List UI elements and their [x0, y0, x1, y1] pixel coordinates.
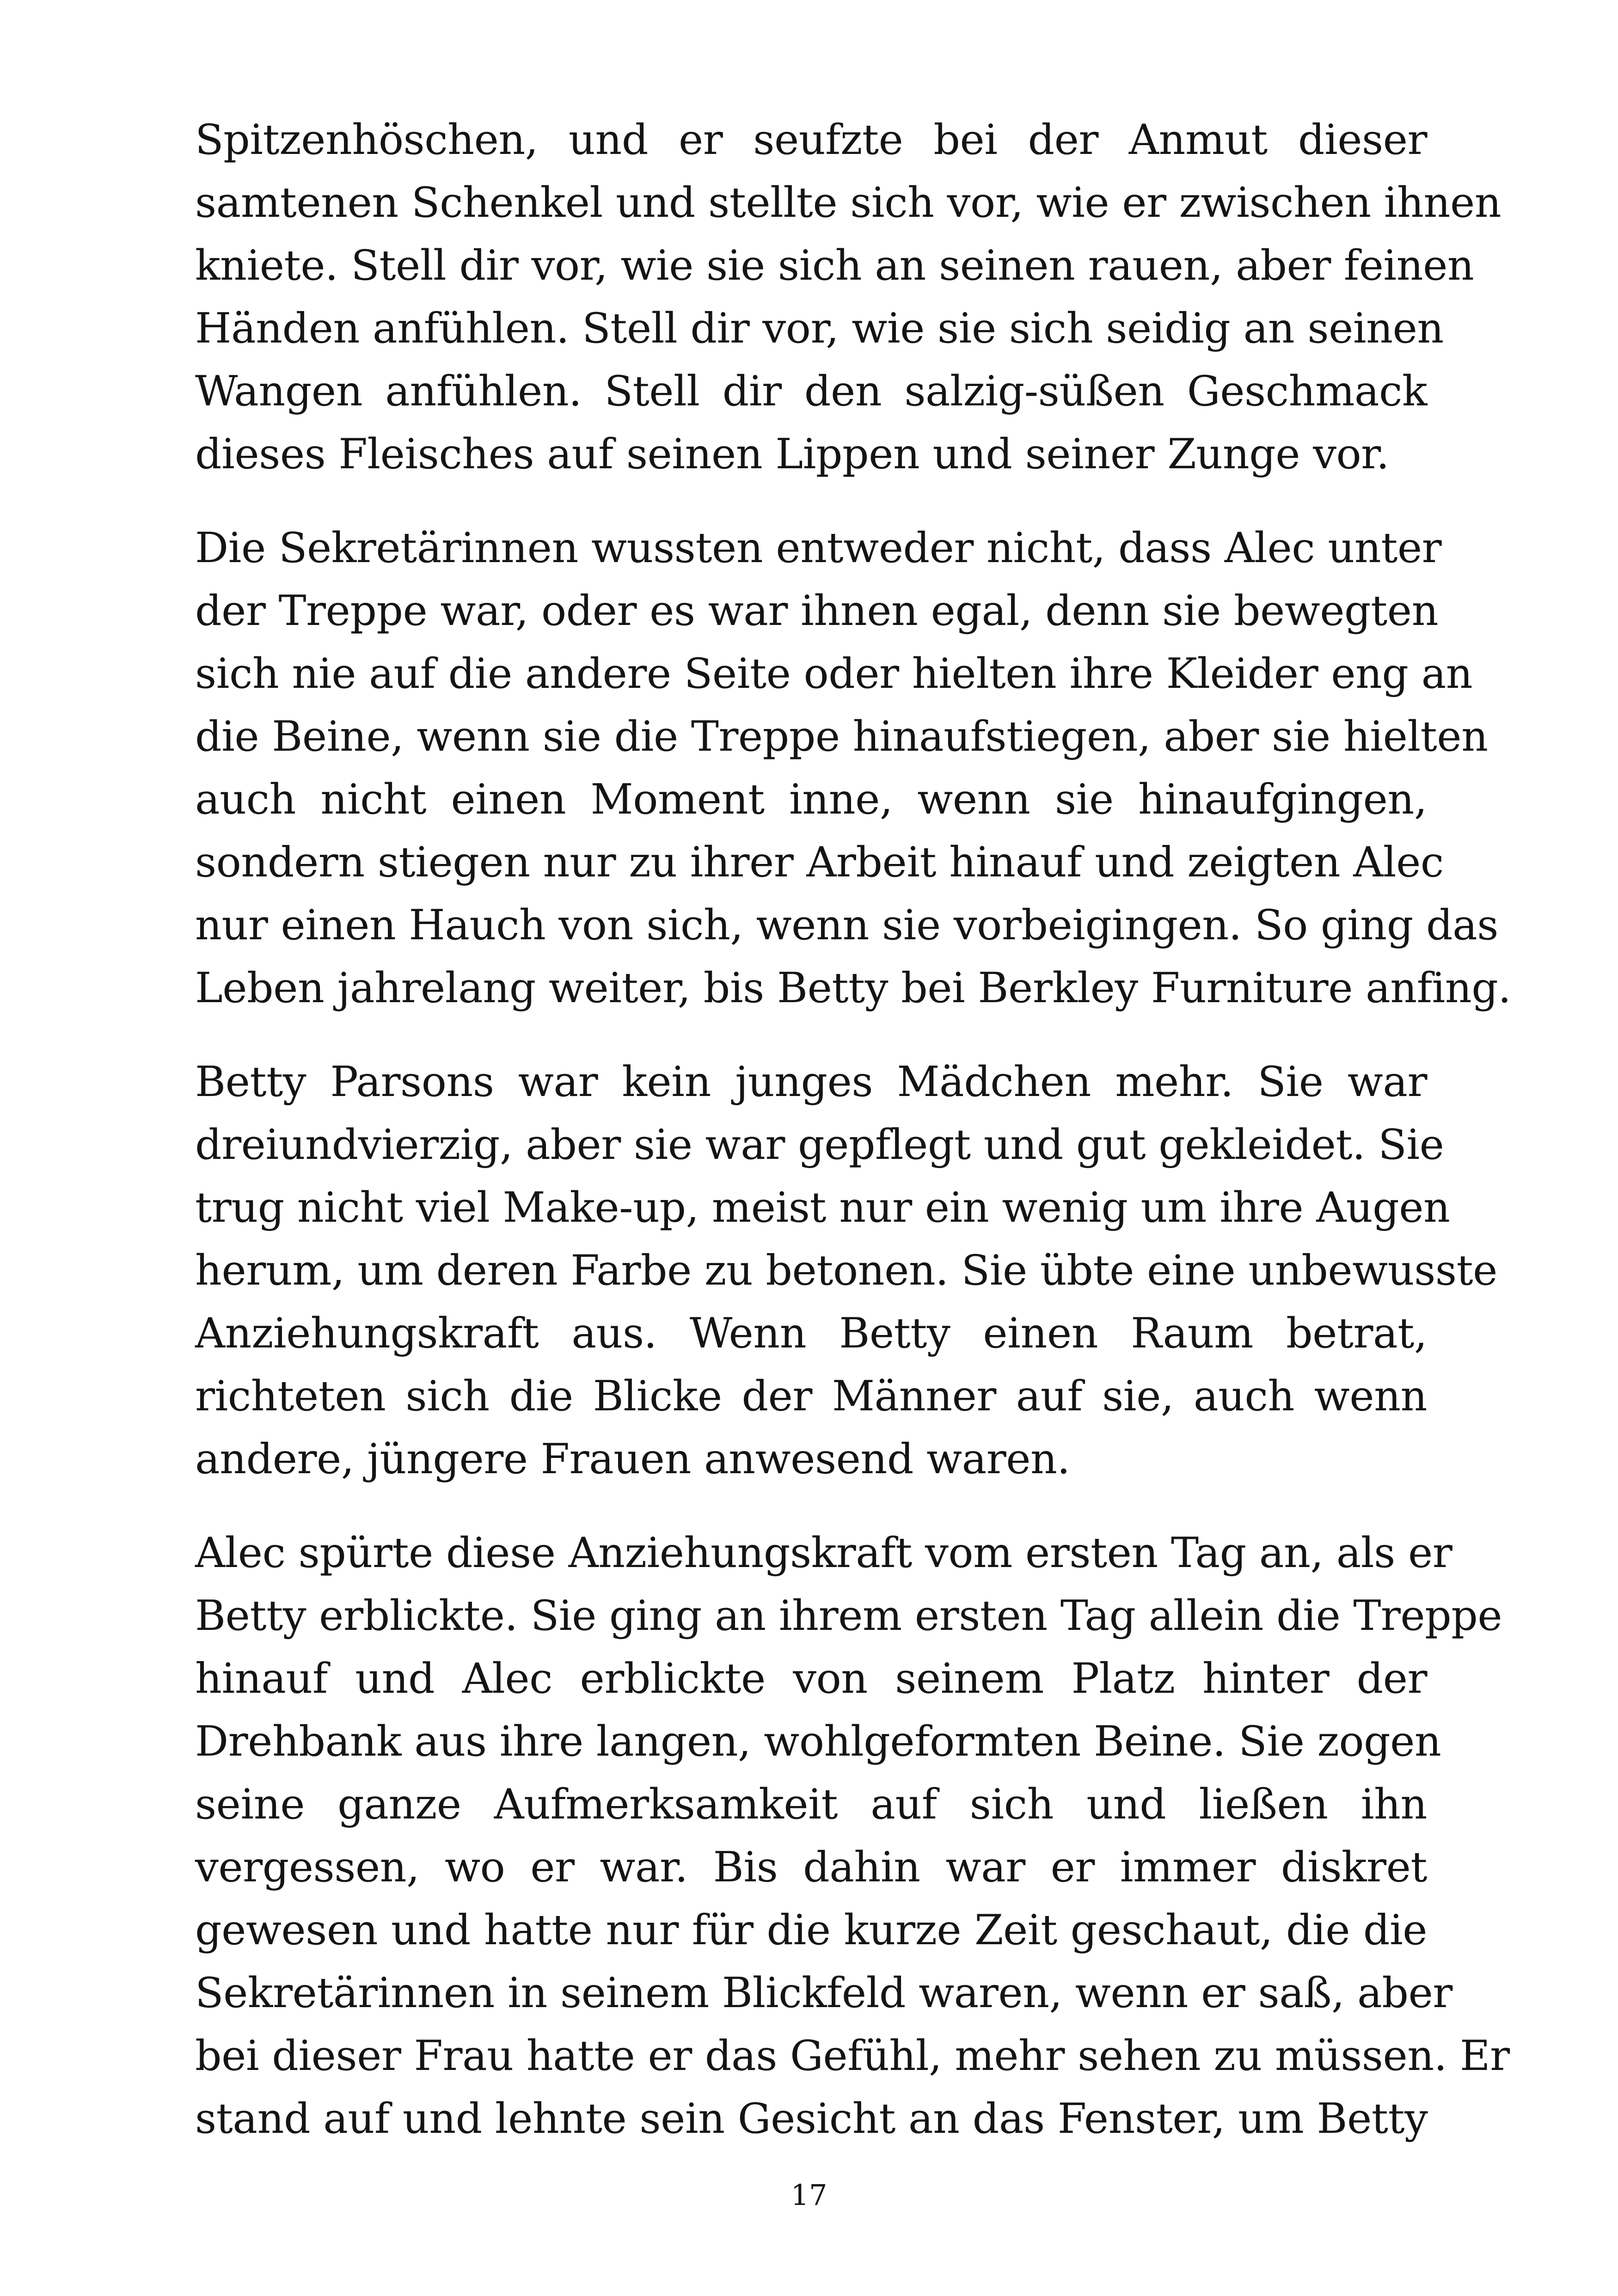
paragraph-4: [195, 1522, 1510, 2150]
text-line: trug nicht viel Make-up, meist nur ein wenig um ihre Augen: [195, 1183, 1450, 1232]
paragraph-1: [195, 109, 1502, 486]
page-number: 17: [791, 2178, 827, 2212]
text-line: seine ganze Aufmerksamkeit auf sich und ließen ihn: [195, 1780, 1427, 1829]
text-line: Wangen anfühlen. Stell dir den salzig-süßen Geschmack: [195, 367, 1427, 416]
text-line: die Beine, wenn sie die Treppe hinaufstiegen, aber sie hielten: [195, 712, 1488, 761]
text-line: Drehbank aus ihre langen, wohlgeformten Beine. Sie zogen: [195, 1717, 1441, 1766]
text-line: andere, jüngere Frauen anwesend waren.: [195, 1435, 1070, 1483]
paragraph-3: [195, 1051, 1497, 1491]
text-line: stand auf und lehnte sein Gesicht an das Fenster, um Betty: [195, 2094, 1428, 2143]
text-line: samtenen Schenkel und stellte sich vor, wie er zwischen ihnen: [195, 178, 1502, 227]
text-line: kniete. Stell dir vor, wie sie sich an seinen rauen, aber feinen: [195, 241, 1474, 290]
text-line: auch nicht einen Moment inne, wenn sie hinaufgingen,: [195, 775, 1427, 824]
text-line: Anziehungskraft aus. Wenn Betty einen Raum betrat,: [195, 1309, 1427, 1358]
text-line: nur einen Hauch von sich, wenn sie vorbeigingen. So ging das: [195, 901, 1498, 949]
text-line: vergessen, wo er war. Bis dahin war er immer diskret: [195, 1843, 1427, 1892]
text-line: Händen anfühlen. Stell dir vor, wie sie sich seidig an seinen: [195, 304, 1444, 353]
text-line: gewesen und hatte nur für die kurze Zeit geschaut, die die: [195, 1906, 1427, 1954]
text-line: Sekretärinnen in seinem Blickfeld waren, wenn er saß, aber: [195, 1969, 1453, 2017]
text-line: der Treppe war, oder es war ihnen egal, denn sie bewegten: [195, 587, 1439, 635]
text-line: herum, um deren Farbe zu betonen. Sie übte eine unbewusste: [195, 1246, 1497, 1295]
text-line: dreiundvierzig, aber sie war gepflegt und gut gekleidet. Sie: [195, 1120, 1444, 1169]
text-line: sich nie auf die andere Seite oder hielten ihre Kleider eng an: [195, 649, 1473, 698]
text-line: Betty erblickte. Sie ging an ihrem ersten Tag allein die Treppe: [195, 1592, 1502, 1640]
paragraph-2: [195, 517, 1511, 1020]
text-line: Betty Parsons war kein junges Mädchen mehr. Sie war: [195, 1058, 1427, 1106]
text-line: richteten sich die Blicke der Männer auf sie, auch wenn: [195, 1372, 1427, 1420]
text-line: Alec spürte diese Anziehungskraft vom ersten Tag an, als er: [195, 1529, 1453, 1577]
text-line: Leben jahrelang weiter, bis Betty bei Berkley Furniture anfing.: [195, 964, 1511, 1012]
text-line: bei dieser Frau hatte er das Gefühl, mehr sehen zu müssen. Er: [195, 2032, 1510, 2080]
text-line: dieses Fleisches auf seinen Lippen und seiner Zunge vor.: [195, 430, 1389, 478]
text-line: sondern stiegen nur zu ihrer Arbeit hinauf und zeigten Alec: [195, 838, 1444, 887]
text-line: Die Sekretärinnen wussten entweder nicht, dass Alec unter: [195, 524, 1442, 572]
text-line: hinauf und Alec erblickte von seinem Platz hinter der: [195, 1654, 1427, 1703]
body-text: [195, 109, 1511, 2181]
text-line: Spitzenhöschen, und er seufzte bei der Anmut dieser: [195, 116, 1427, 164]
